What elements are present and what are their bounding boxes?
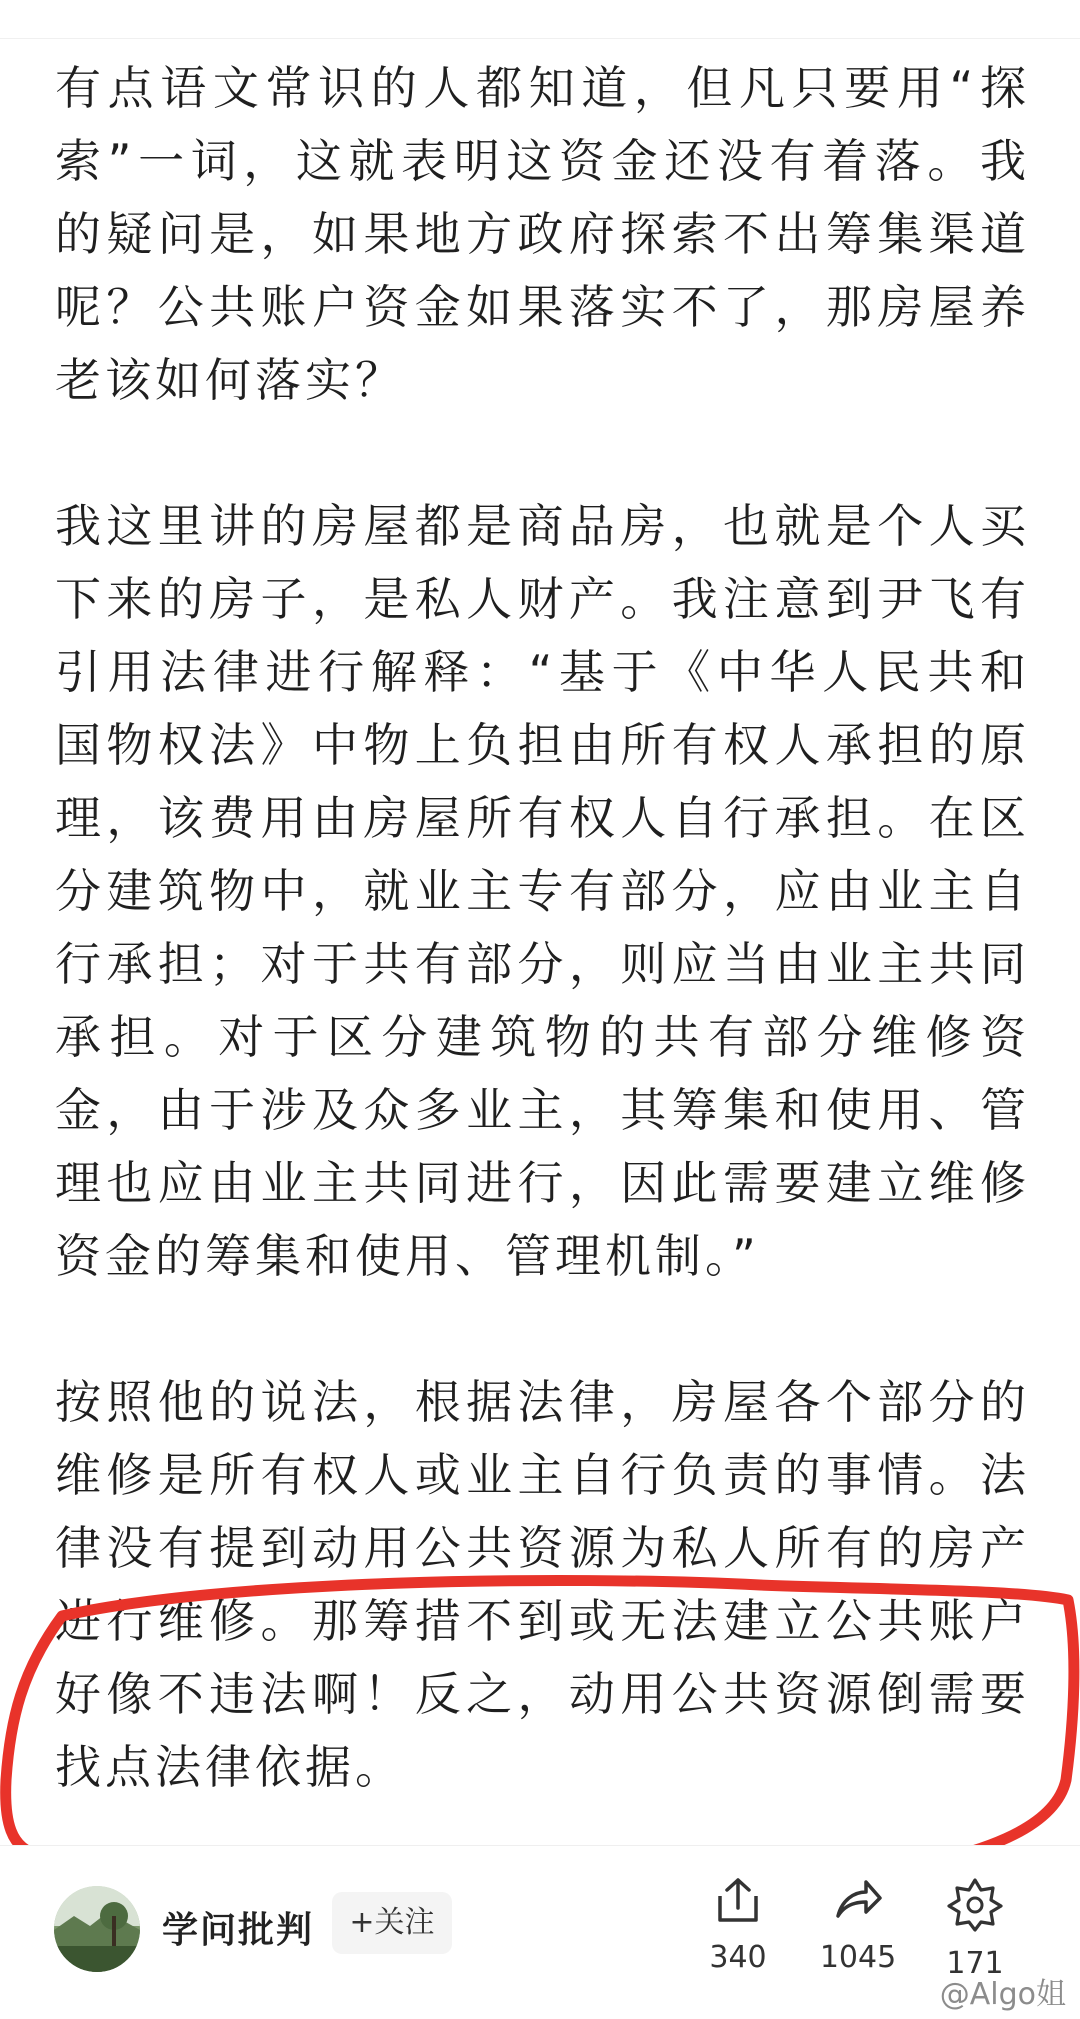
article-paragraph-2: 我这里讲的房屋都是商品房，也就是个人买下来的房子，是私人财产。我注意到尹飞有引用法律进行解释：“基于《中华人民共和国物权法》中物上负担由所有权人承担的原理，该费用由房屋所有权人自行承担。在区分建筑物中，就业主专有部分，应由业主自行承担；对于共有部分，则应当由业主共同承担。对于区分建筑物的共有部分维修资金，由于涉及众多业主，其筹集和使用、管理也应由业主共同进行，因此需要建立维修资金的筹集和使用、管理机制。” — [55, 499, 1030, 1283]
article-body — [55, 52, 1030, 1804]
article-paragraph-3: 按照他的说法，根据法律，房屋各个部分的维修是所有权人或业主自行负责的事情。法律没有提到动用公共资源为私人所有的房产进行维修。那筹措不到或无法建立公共账户好像不违法啊！反之，动用公共资源倒需要找点法律依据。 — [55, 1375, 1030, 1794]
author-name[interactable]: 学问批判 — [162, 1910, 315, 1951]
comment-action[interactable] — [803, 1876, 913, 1975]
like-count: 171 — [946, 1946, 1004, 1981]
like-action[interactable] — [920, 1876, 1030, 1981]
share-action[interactable] — [683, 1876, 793, 1975]
author-avatar[interactable] — [54, 1886, 140, 1972]
share-icon — [712, 1876, 764, 1926]
watermark: @Algo姐 — [939, 1977, 1066, 2012]
post-footer-bar — [0, 1845, 1080, 2019]
top-divider — [0, 38, 1080, 39]
forward-icon — [832, 1876, 884, 1926]
follow-button[interactable]: +关注 — [332, 1892, 452, 1954]
article-paragraph-1: 有点语文常识的人都知道，但凡只要用“探索”一词，这就表明这资金还没有着落。我的疑问是，如果地方政府探索不出筹集渠道呢？公共账户资金如果落实不了，那房屋养老该如何落实？ — [55, 61, 1030, 407]
share-count: 340 — [709, 1940, 767, 1975]
comment-count: 1045 — [819, 1940, 897, 1975]
star-badge-icon — [947, 1876, 1003, 1932]
